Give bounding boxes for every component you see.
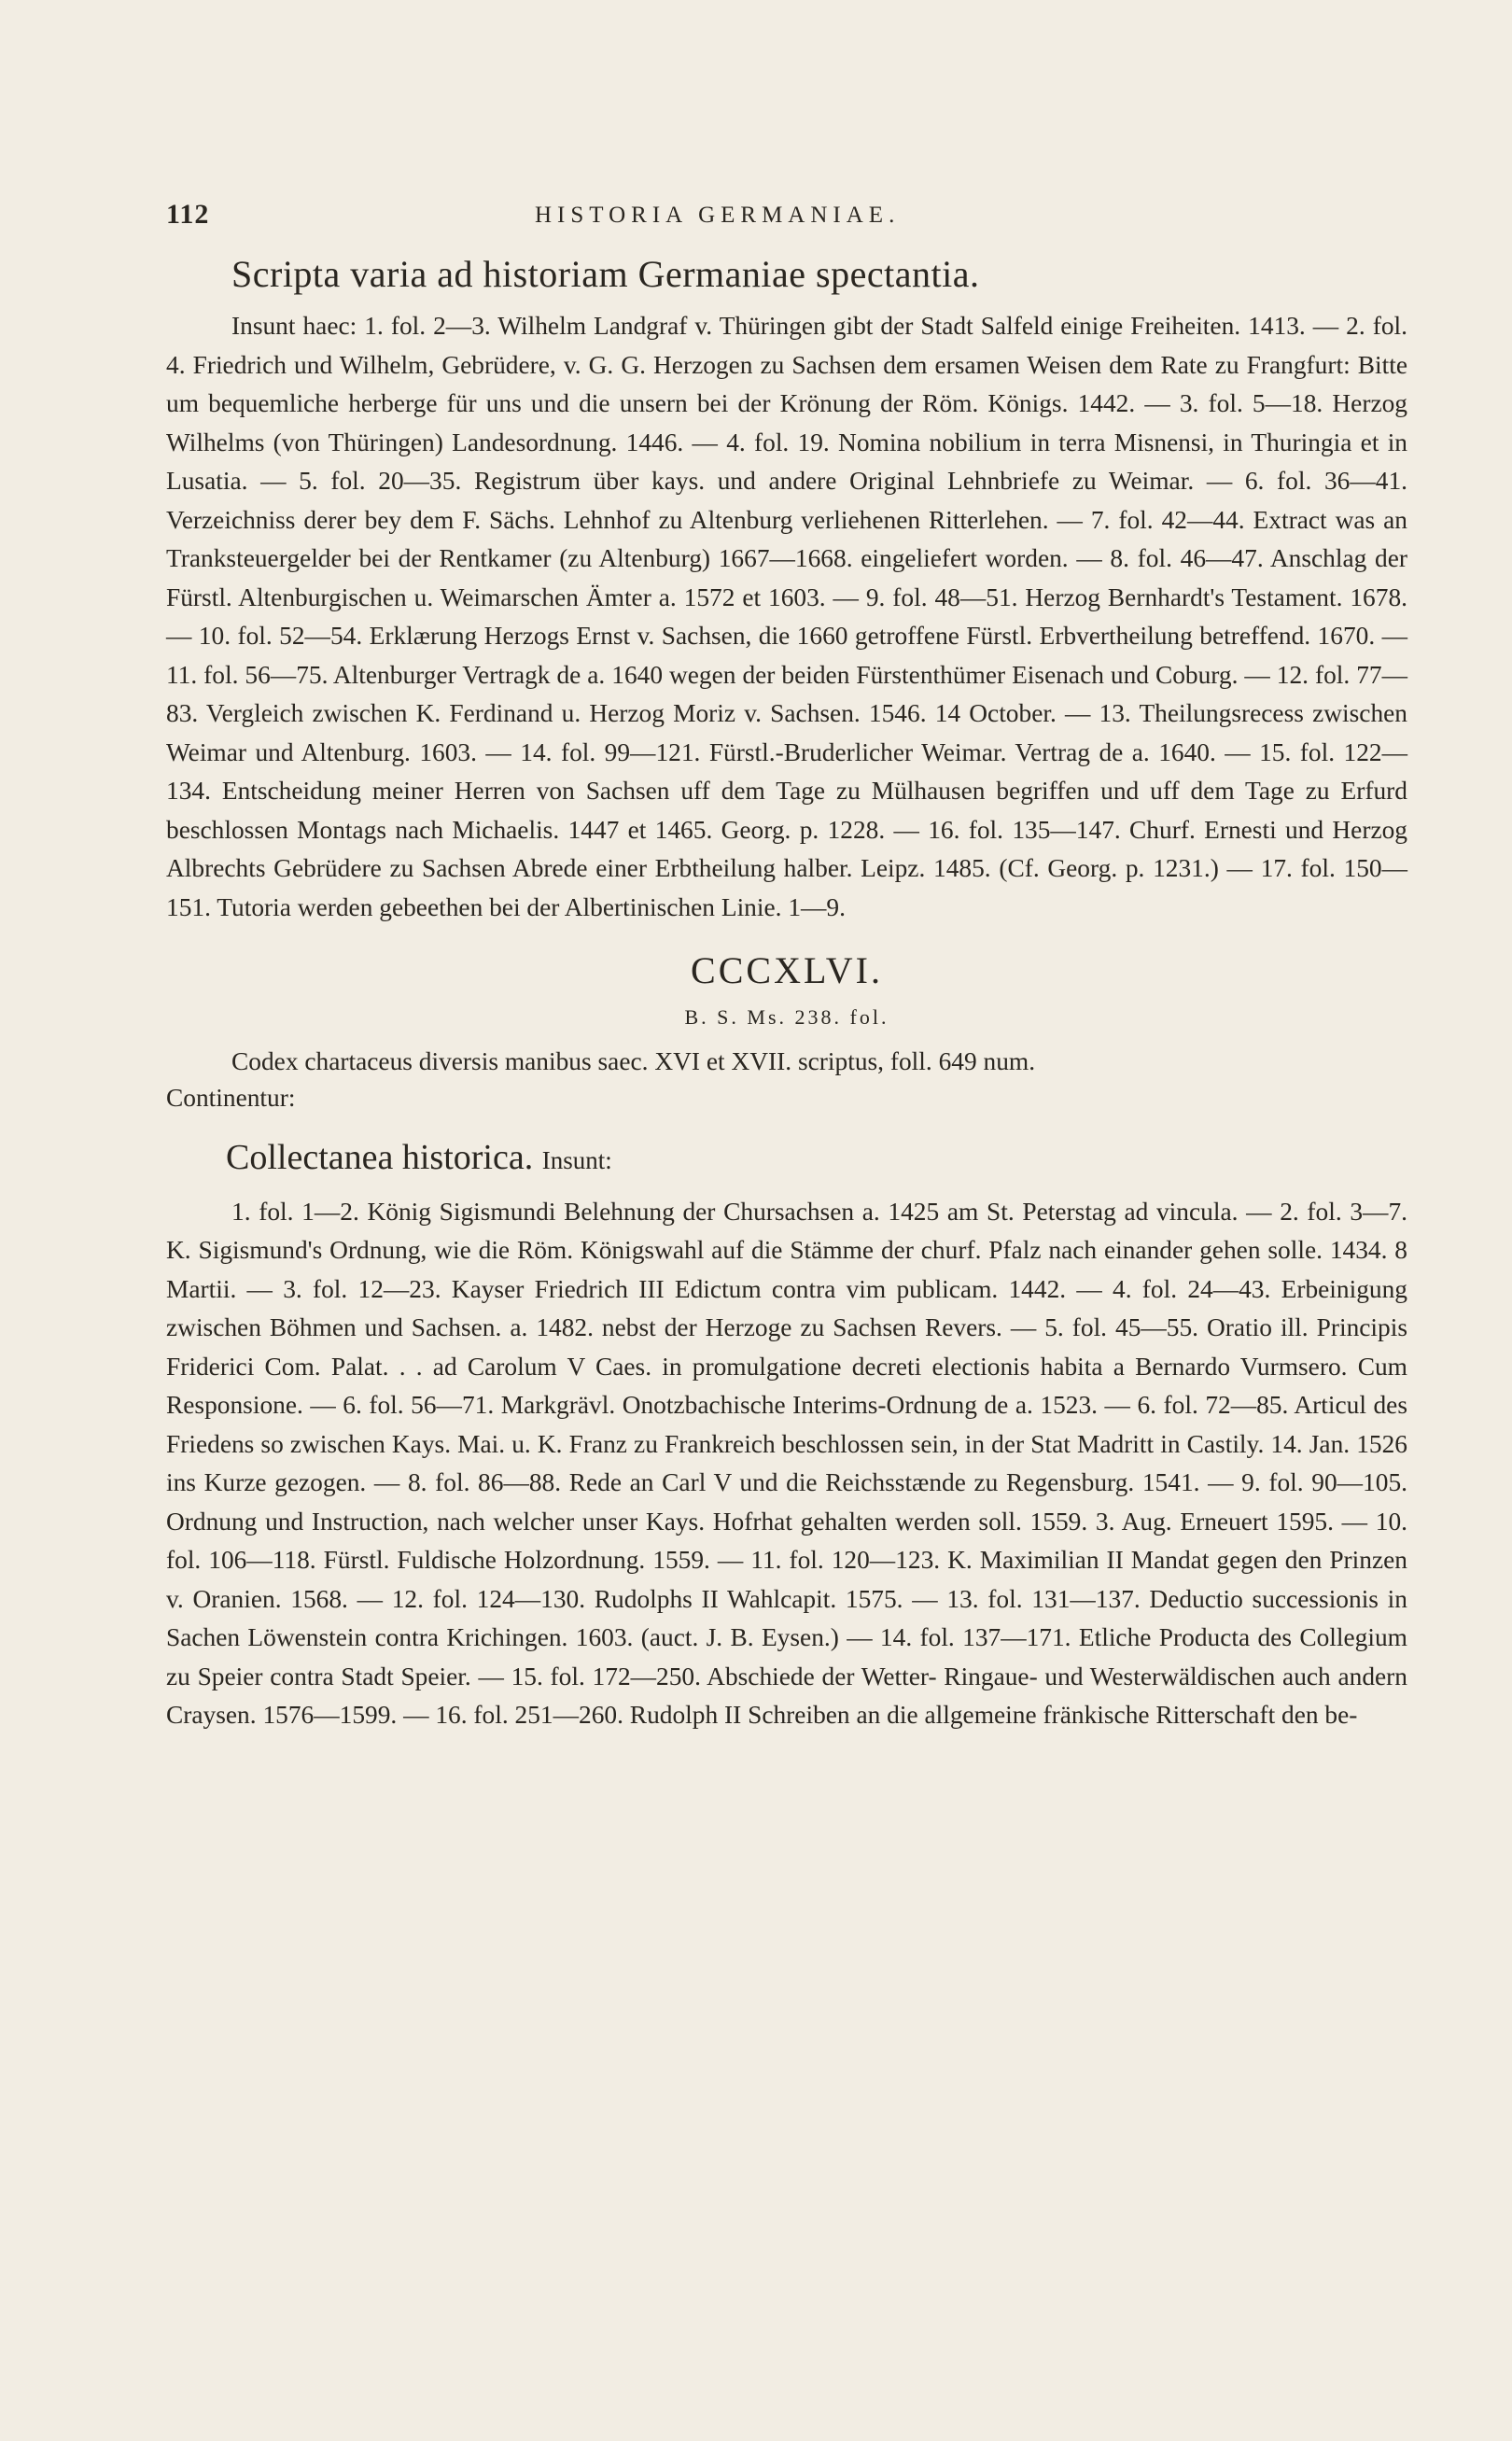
running-title: HISTORIA GERMANIAE.: [535, 203, 901, 228]
codex-description: Codex chartaceus diversis manibus saec. XVI et XVII. scriptus, foll. 649 num.: [231, 1047, 1036, 1075]
section-body-collectanea: 1. fol. 1—2. König Sigismundi Belehnung der Chursachsen a. 1425 am St. Peterstag ad vincula. — 2. fol. 3—7. K. Sigismund's Ordnung, wie die Röm. Königswahl auf die Stämme der churf. Pfalz nach einander gehen solle. 1434. 8 Martii. — 3. fol. 12—23. Kayser Friedrich III Edictum contra vim publicam. 1442. — 4. fol. 24—43. Erbeinigung zwischen Böhmen und Sachsen. a. 1482. nebst der Herzoge zu Sachsen Revers. — 5. fol. 45—55. Oratio ill. Principis Friderici Com. Palat. . . ad Carolum V Caes. in promulgatione decreti electionis habita a Bernardo Vurmsero. Cum Responsione. — 6. fol. 56—71. Markgrävl. Onotzbachische Interims-Ordnung de a. 1523. — 6. fol. 72—85. Articul des Friedens so zwischen Kays. Mai. u. K. Franz zu Frankreich beschlossen sein, in der Stat Madritt in Castily. 14. Jan. 1526 ins Kurze gezogen. — 8. fol. 86—88. Rede an Carl V und die Reichsstænde zu Regensburg. 1541. — 9. fol. 90—105. Ordnung und Instruction, nach welcher unser Kays. Hofrhat gehalten werden soll. 1559. 3. Aug. Erneuert 1595. — 10. fol. 106—118. Fürstl. Fuldische Holzordnung. 1559. — 11. fol. 120—123. K. Maximilian II Mandat gegen den Prinzen v. Oranien. 1568. — 12. fol. 124—130. Rudolphs II Wahlcapit. 1575. — 13. fol. 131—137. Deductio successionis in Sachen Löwenstein contra Krichingen. 1603. (auct. J. B. Eysen.) — 14. fol. 137—171. Etliche Producta des Collegium zu Speier contra Stadt Speier. — 15. fol. 172—250. Abschiede der Wetter- Ringaue- und Westerwäldischen auch andern Craysen. 1576—1599. — 16. fol. 251—260. Rudolph II Schreiben an die allgemeine fränkische Ritterschaft den be-: [166, 1197, 1407, 1729]
running-header: [166, 191, 1407, 247]
page: [166, 191, 1407, 1735]
section-body-scripta-varia: Insunt haec: 1. fol. 2—3. Wilhelm Landgraf v. Thüringen gibt der Stadt Salfeld einige Freiheiten. 1413. — 2. fol. 4. Friedrich und Wilhelm, Gebrüdere, v. G. G. Herzogen zu Sachsen dem ersamen Weisen dem Rate zu Frangfurt: Bitte um bequemliche herberge für uns und die unsern bei der Krönung der Röm. Königs. 1442. — 3. fol. 5—18. Herzog Wilhelms (von Thüringen) Landesordnung. 1446. — 4. fol. 19. Nomina nobilium in terra Misnensi, in Thuringia et in Lusatia. — 5. fol. 20—35. Registrum über kays. und andere Original Lehnbriefe zu Weimar. — 6. fol. 36—41. Verzeichniss derer bey dem F. Sächs. Lehnhof zu Altenburg verliehenen Ritterlehen. — 7. fol. 42—44. Extract was an Tranksteuergelder bei der Rentkamer (zu Altenburg) 1667—1668. eingeliefert worden. — 8. fol. 46—47. Anschlag der Fürstl. Altenburgischen u. Weimarschen Ämter a. 1572 et 1603. — 9. fol. 48—51. Herzog Bernhardt's Testament. 1678. — 10. fol. 52—54. Erklærung Herzogs Ernst v. Sachsen, die 1660 getroffene Fürstl. Erbvertheilung betreffend. 1670. — 11. fol. 56—75. Altenburger Vertragk de a. 1640 wegen der beiden Fürstenthümer Eisenach und Coburg. — 12. fol. 77—83. Vergleich zwischen K. Ferdinand u. Herzog Moriz v. Sachsen. 1546. 14 October. — 13. Theilungsrecess zwischen Weimar und Altenburg. 1603. — 14. fol. 99—121. Fürstl.-Bruderlicher Weimar. Vertrag de a. 1640. — 15. fol. 122—134. Entscheidung meiner Herren von Sachsen uff dem Tage zu Mülhausen begriffen und uff dem Tage zu Erfurd beschlossen Montags nach Michaelis. 1447 et 1465. Georg. p. 1228. — 16. fol. 135—147. Churf. Ernesti und Herzog Albrechts Gebrüdere zu Sachsen Abrede einer Erbtheilung halber. Leipz. 1485. (Cf. Georg. p. 1231.) — 17. fol. 150—151. Tutoria werden gebeethen bei der Albertinischen Linie. 1—9.: [166, 312, 1407, 921]
page-number: 112: [166, 199, 210, 230]
shelfmark: B. S. Ms. 238. fol.: [684, 1005, 889, 1029]
section-title-collectanea: [166, 1130, 1407, 1187]
collectanea-title-lead: Insunt:: [541, 1145, 612, 1174]
section-title-scripta-varia: Scripta varia ad historiam Germaniae spectantia.: [231, 253, 980, 295]
collectanea-title-text: Collectanea historica.: [226, 1137, 534, 1177]
continentur-label: Continentur:: [166, 1083, 296, 1112]
entry-number: CCCXLVI.: [691, 949, 883, 991]
